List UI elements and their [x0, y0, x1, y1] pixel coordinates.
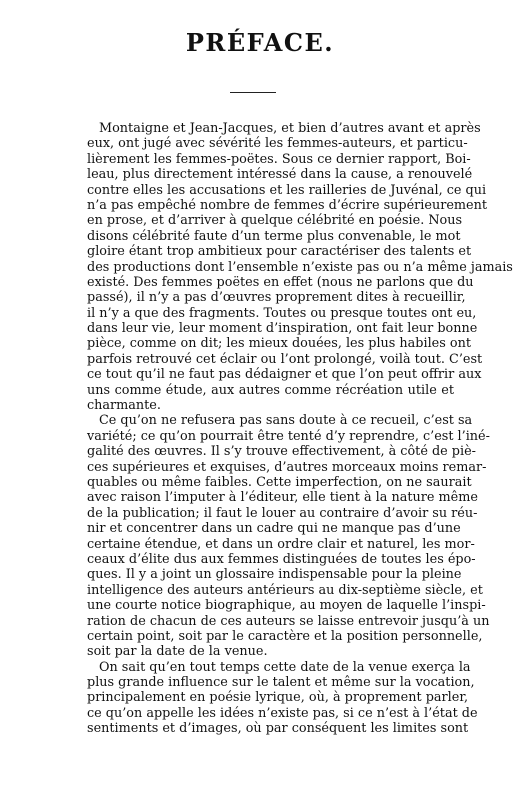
text-line: uns comme étude, aux autres comme récréation utile et — [87, 382, 454, 398]
text-line: ces supérieures et exquises, d’autres morceaux moins remar- — [87, 459, 487, 475]
paragraph — [87, 659, 478, 737]
text-line: ration de chacun de ces auteurs se laisse entrevoir jusqu’à un — [87, 613, 490, 629]
text-line: galité des œuvres. Il s’y trouve effectivement, à côté de piè- — [87, 444, 476, 460]
text-line: passé), il n’y a pas d’œuvres proprement dites à recueillir, — [87, 290, 466, 306]
text-line: plus grande influence sur le talent et même sur la vocation, — [87, 675, 475, 691]
text-line: certain point, soit par le caractère et la position personnelle, — [87, 628, 483, 644]
text-line: en prose, et d’arriver à quelque célébrité en poésie. Nous — [87, 213, 463, 229]
text-line: Montaigne et Jean-Jacques, et bien d’autres avant et après — [99, 121, 481, 136]
text-line: leau, plus directement intéressé dans la cause, a renouvelé — [87, 167, 473, 183]
text-line: nir et concentrer dans un cadre qui ne manque pas d’une — [87, 521, 461, 537]
text-line: lièrement les femmes-poëtes. Sous ce dernier rapport, Boi- — [87, 151, 471, 167]
text-line: gloire étant trop ambitieux pour caractériser des talents et — [87, 244, 472, 260]
text-line: On sait qu’en tout temps cette date de la venue exerça la — [99, 659, 471, 675]
text-line: charmante. — [87, 398, 161, 414]
text-line: variété; ce qu’on pourrait être tenté d’y reprendre, c’est l’iné- — [87, 428, 490, 444]
paragraph — [87, 413, 490, 660]
text-line: il n’y a que des fragments. Toutes ou presque toutes ont eu, — [87, 305, 477, 321]
title-divider — [230, 92, 276, 93]
body-text — [87, 121, 513, 737]
page-title: PRÉFACE. — [185, 28, 335, 57]
text-line: contre elles les accusations et les railleries de Juvénal, ce qui — [87, 182, 487, 198]
text-line: ceaux d’élite dus aux femmes distinguées de toutes les épo- — [87, 551, 476, 567]
text-line: une courte notice biographique, au moyen de laquelle l’inspi- — [87, 598, 486, 614]
text-line: de la publication; il faut le louer au contraire d’avoir su réu- — [87, 505, 478, 521]
text-line: quables ou même faibles. Cette imperfection, on ne saurait — [87, 474, 472, 490]
text-line: intelligence des auteurs antérieurs au dix-septième siècle, et — [87, 582, 483, 598]
text-line: avec raison l’imputer à l’éditeur, elle tient à la nature même — [87, 490, 478, 506]
text-line: disons célébrité faute d’un terme plus convenable, le mot — [87, 228, 461, 244]
text-line: certaine étendue, et dans un ordre clair et naturel, les mor- — [87, 536, 475, 552]
text-line: ce qu’on appelle les idées n’existe pas, si ce n’est à l’état de — [87, 705, 478, 721]
text-line: existé. Des femmes poëtes en effet (nous ne parlons que du — [87, 274, 474, 290]
text-line: ce tout qu’il ne faut pas dédaigner et que l’on peut offrir aux — [87, 367, 482, 383]
text-line: principalement en poésie lyrique, où, à proprement parler, — [87, 690, 469, 706]
text-line: pièce, comme on dit; les mieux douées, les plus habiles ont — [87, 336, 471, 352]
text-line: n’a pas empêché nombre de femmes d’écrire supérieurement — [87, 197, 487, 213]
text-line: Ce qu’on ne refusera pas sans doute à ce recueil, c’est sa — [99, 413, 473, 429]
text-line: eux, ont jugé avec sévérité les femmes-auteurs, et particu- — [87, 136, 468, 152]
text-line: parfois retrouvé cet éclair ou l’ont prolongé, voilà tout. C’est — [87, 351, 483, 367]
text-line: des productions dont l’ensemble n’existe pas ou n’a même jamais — [87, 259, 513, 275]
text-line: sentiments et d’images, où par conséquent les limites sont — [87, 721, 469, 737]
text-line: soit par la date de la venue. — [87, 644, 268, 660]
text-line: ques. Il y a joint un glossaire indispensable pour la pleine — [87, 567, 462, 583]
paragraph — [87, 121, 513, 414]
text-line: dans leur vie, leur moment d’inspiration, ont fait leur bonne — [87, 321, 478, 337]
